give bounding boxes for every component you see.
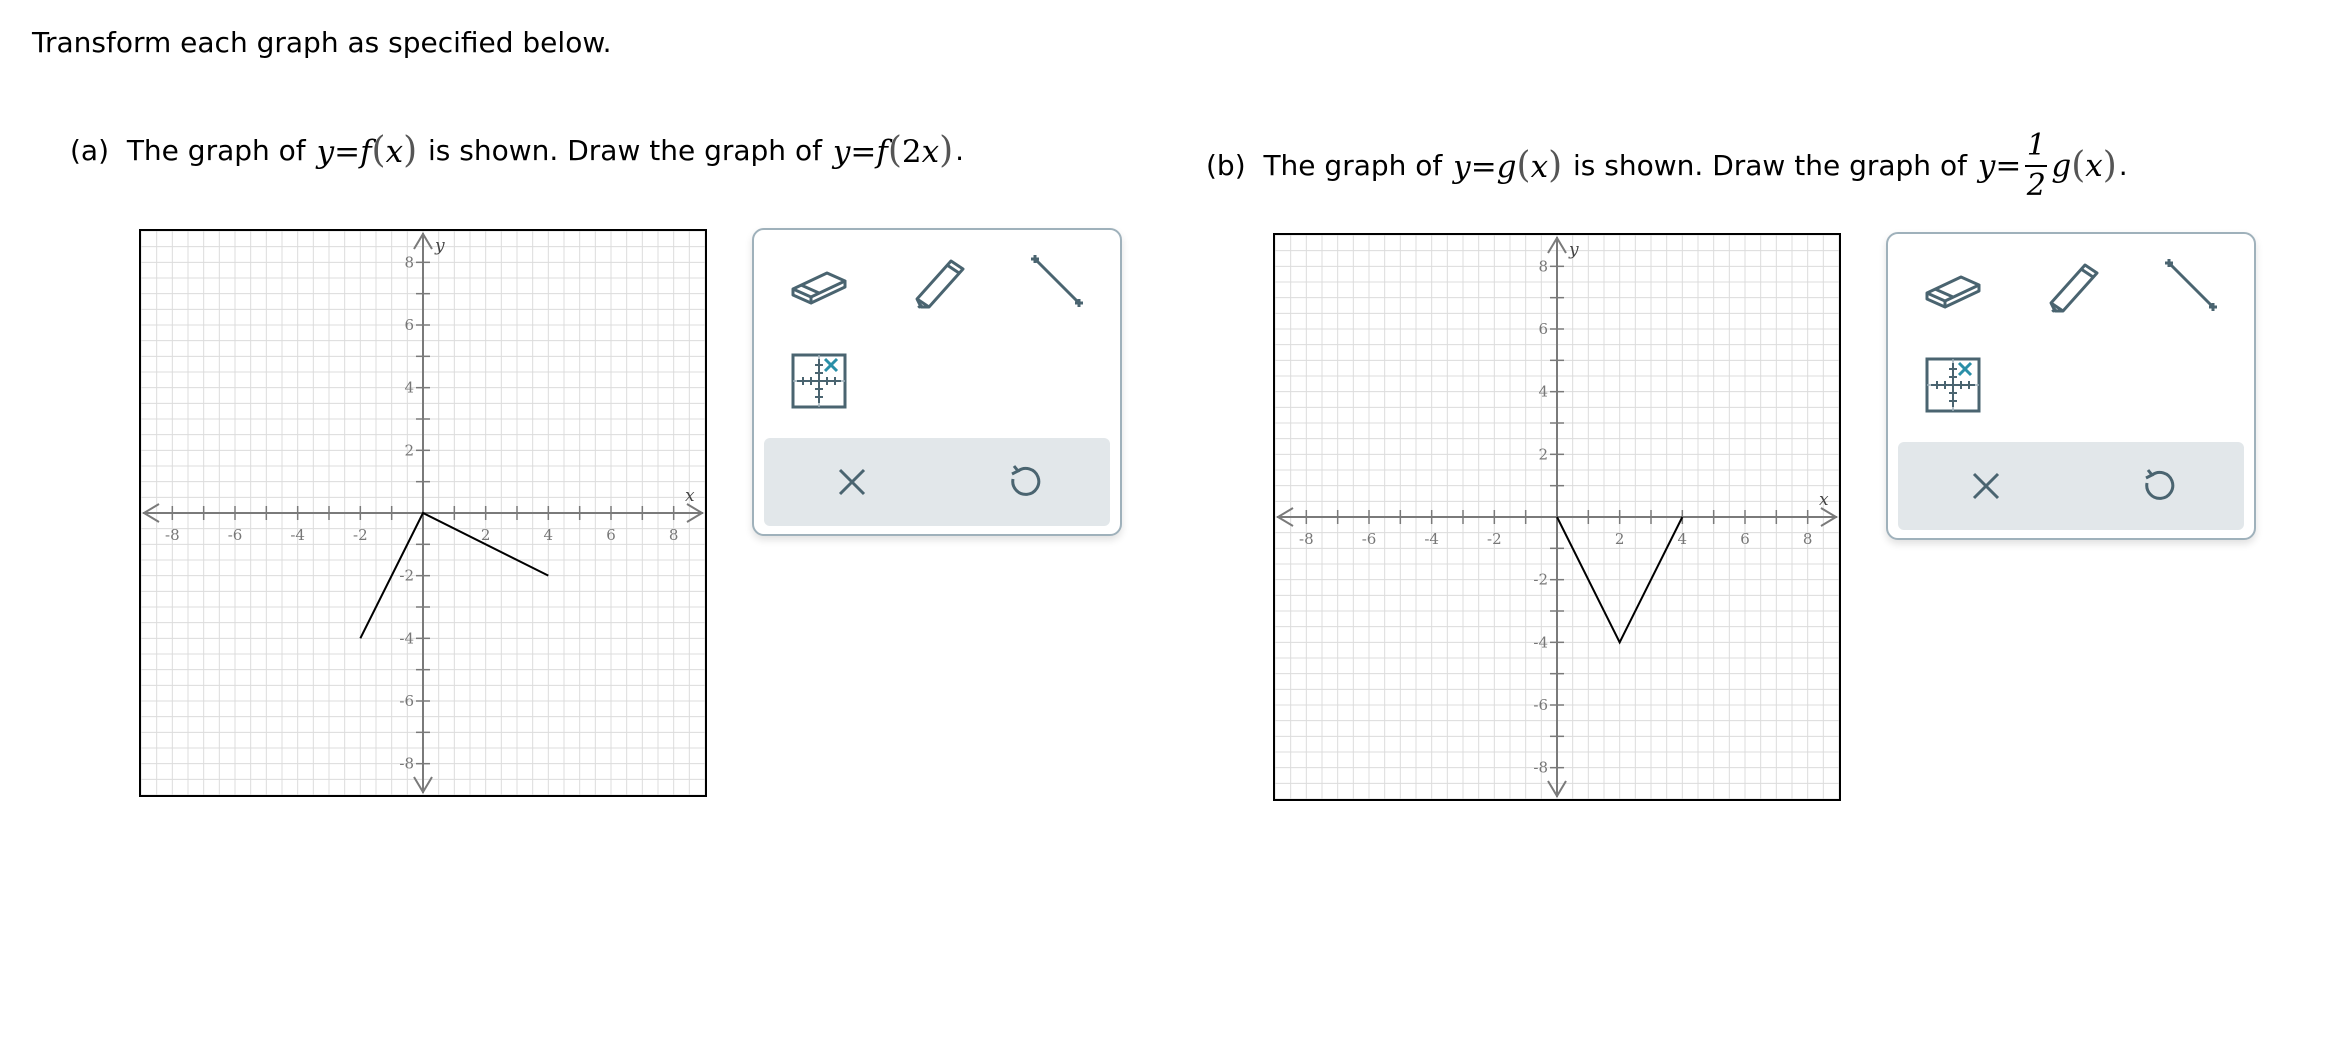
graph-a-svg[interactable] [141, 231, 705, 795]
y-tick-label: 8 [1538, 257, 1548, 276]
y-tick-label: -4 [399, 629, 414, 648]
eraser-icon [787, 251, 851, 315]
x-tick-label: 6 [606, 526, 616, 544]
x-tick-label: -2 [1487, 530, 1502, 548]
point-tool-button[interactable] [1918, 350, 1988, 420]
part-b-given-expression: y=g(x) [1453, 145, 1563, 186]
point-tool-icon [1921, 353, 1985, 417]
x-axis-label: x [1819, 490, 1829, 510]
part-b-label: (b) [1206, 149, 1246, 182]
eraser-tool-button[interactable] [784, 248, 854, 318]
undo-button[interactable] [994, 452, 1054, 512]
y-tick-label: -6 [399, 692, 414, 710]
line-segment-tool-button[interactable] [1022, 248, 1092, 318]
x-axis-label: x [685, 486, 695, 506]
y-tick-label: 6 [1538, 320, 1548, 338]
action-bar-b [1898, 442, 2244, 530]
part-a-given-expression: y=f(x) [316, 130, 418, 171]
part-b-text2: is shown. Draw the graph of [1573, 149, 1967, 182]
pencil-tool-button[interactable] [2038, 252, 2108, 322]
x-tick-label: -4 [290, 526, 305, 544]
prompt-a: (a) The graph of y=f(x) is shown. Draw the graph of y=f(2x) . [70, 130, 965, 171]
x-tick-label: 4 [543, 526, 554, 544]
y-tick-label: -6 [1533, 696, 1548, 714]
part-b-target-expression: y = $\frac{1}{2}$ g ( x ) [1977, 128, 2117, 203]
y-tick-label: -8 [1533, 758, 1548, 777]
y-axis-label: y [1569, 240, 1579, 260]
undo-button[interactable] [2128, 456, 2188, 516]
pencil-tool-button[interactable] [904, 248, 974, 318]
point-tool-button[interactable] [784, 346, 854, 416]
y-axis-label: y [435, 236, 445, 256]
x-tick-label: 2 [480, 526, 491, 544]
pencil-icon [2041, 255, 2105, 319]
y-tick-label: -2 [399, 566, 414, 585]
x-tick-label: 2 [1614, 530, 1625, 548]
clear-button[interactable] [822, 452, 882, 512]
part-a-text2: is shown. Draw the graph of [428, 134, 822, 167]
line-segment-icon [2159, 255, 2223, 319]
y-tick-label: -4 [1533, 633, 1548, 652]
y-tick-label: 2 [1538, 445, 1548, 464]
clear-icon [832, 462, 872, 502]
x-tick-label: -6 [1361, 530, 1377, 548]
point-tool-icon [787, 349, 851, 413]
toolbox-a [752, 228, 1122, 536]
x-tick-label: -6 [227, 526, 243, 544]
clear-icon [1966, 466, 2006, 506]
graph-b-svg[interactable] [1275, 235, 1839, 799]
y-tick-label: 4 [404, 378, 414, 397]
instructions-text: Transform each graph as specified below. [32, 26, 612, 59]
line-segment-icon [1025, 251, 1089, 315]
eraser-icon [1921, 255, 1985, 319]
x-tick-label: 8 [668, 526, 679, 544]
undo-icon [2138, 466, 2178, 506]
y-tick-label: -2 [1533, 570, 1548, 589]
y-tick-label: -8 [399, 754, 414, 773]
x-tick-label: 4 [1677, 530, 1688, 548]
part-b-text1: The graph of [1263, 149, 1443, 182]
prompt-b: (b) The graph of y=g(x) is shown. Draw the graph of y = $\frac{1}{2}$ g ( x ) . [1206, 128, 2128, 203]
line-segment-tool-button[interactable] [2156, 252, 2226, 322]
clear-button[interactable] [1956, 456, 2016, 516]
y-tick-label: 6 [404, 316, 414, 334]
x-tick-label: -8 [1299, 530, 1314, 548]
part-a-label: (a) [70, 134, 110, 167]
graph-a-canvas[interactable] [139, 229, 707, 797]
x-tick-label: 8 [1802, 530, 1813, 548]
undo-icon [1004, 462, 1044, 502]
y-tick-label: 8 [404, 253, 414, 272]
toolbox-b [1886, 232, 2256, 540]
y-tick-label: 2 [404, 441, 414, 460]
eraser-tool-button[interactable] [1918, 252, 1988, 322]
one-half-fraction: $\frac{1}{2}$ [2026, 128, 2046, 203]
y-tick-label: 4 [1538, 382, 1548, 401]
x-tick-label: -2 [353, 526, 368, 544]
action-bar-a [764, 438, 1110, 526]
part-a-text1: The graph of [126, 134, 306, 167]
part-a-target-expression: y=f(2x) [832, 130, 954, 171]
graph-b-canvas[interactable] [1273, 233, 1841, 801]
pencil-icon [907, 251, 971, 315]
x-tick-label: -8 [165, 526, 180, 544]
x-tick-label: -4 [1424, 530, 1439, 548]
x-tick-label: 6 [1740, 530, 1750, 548]
